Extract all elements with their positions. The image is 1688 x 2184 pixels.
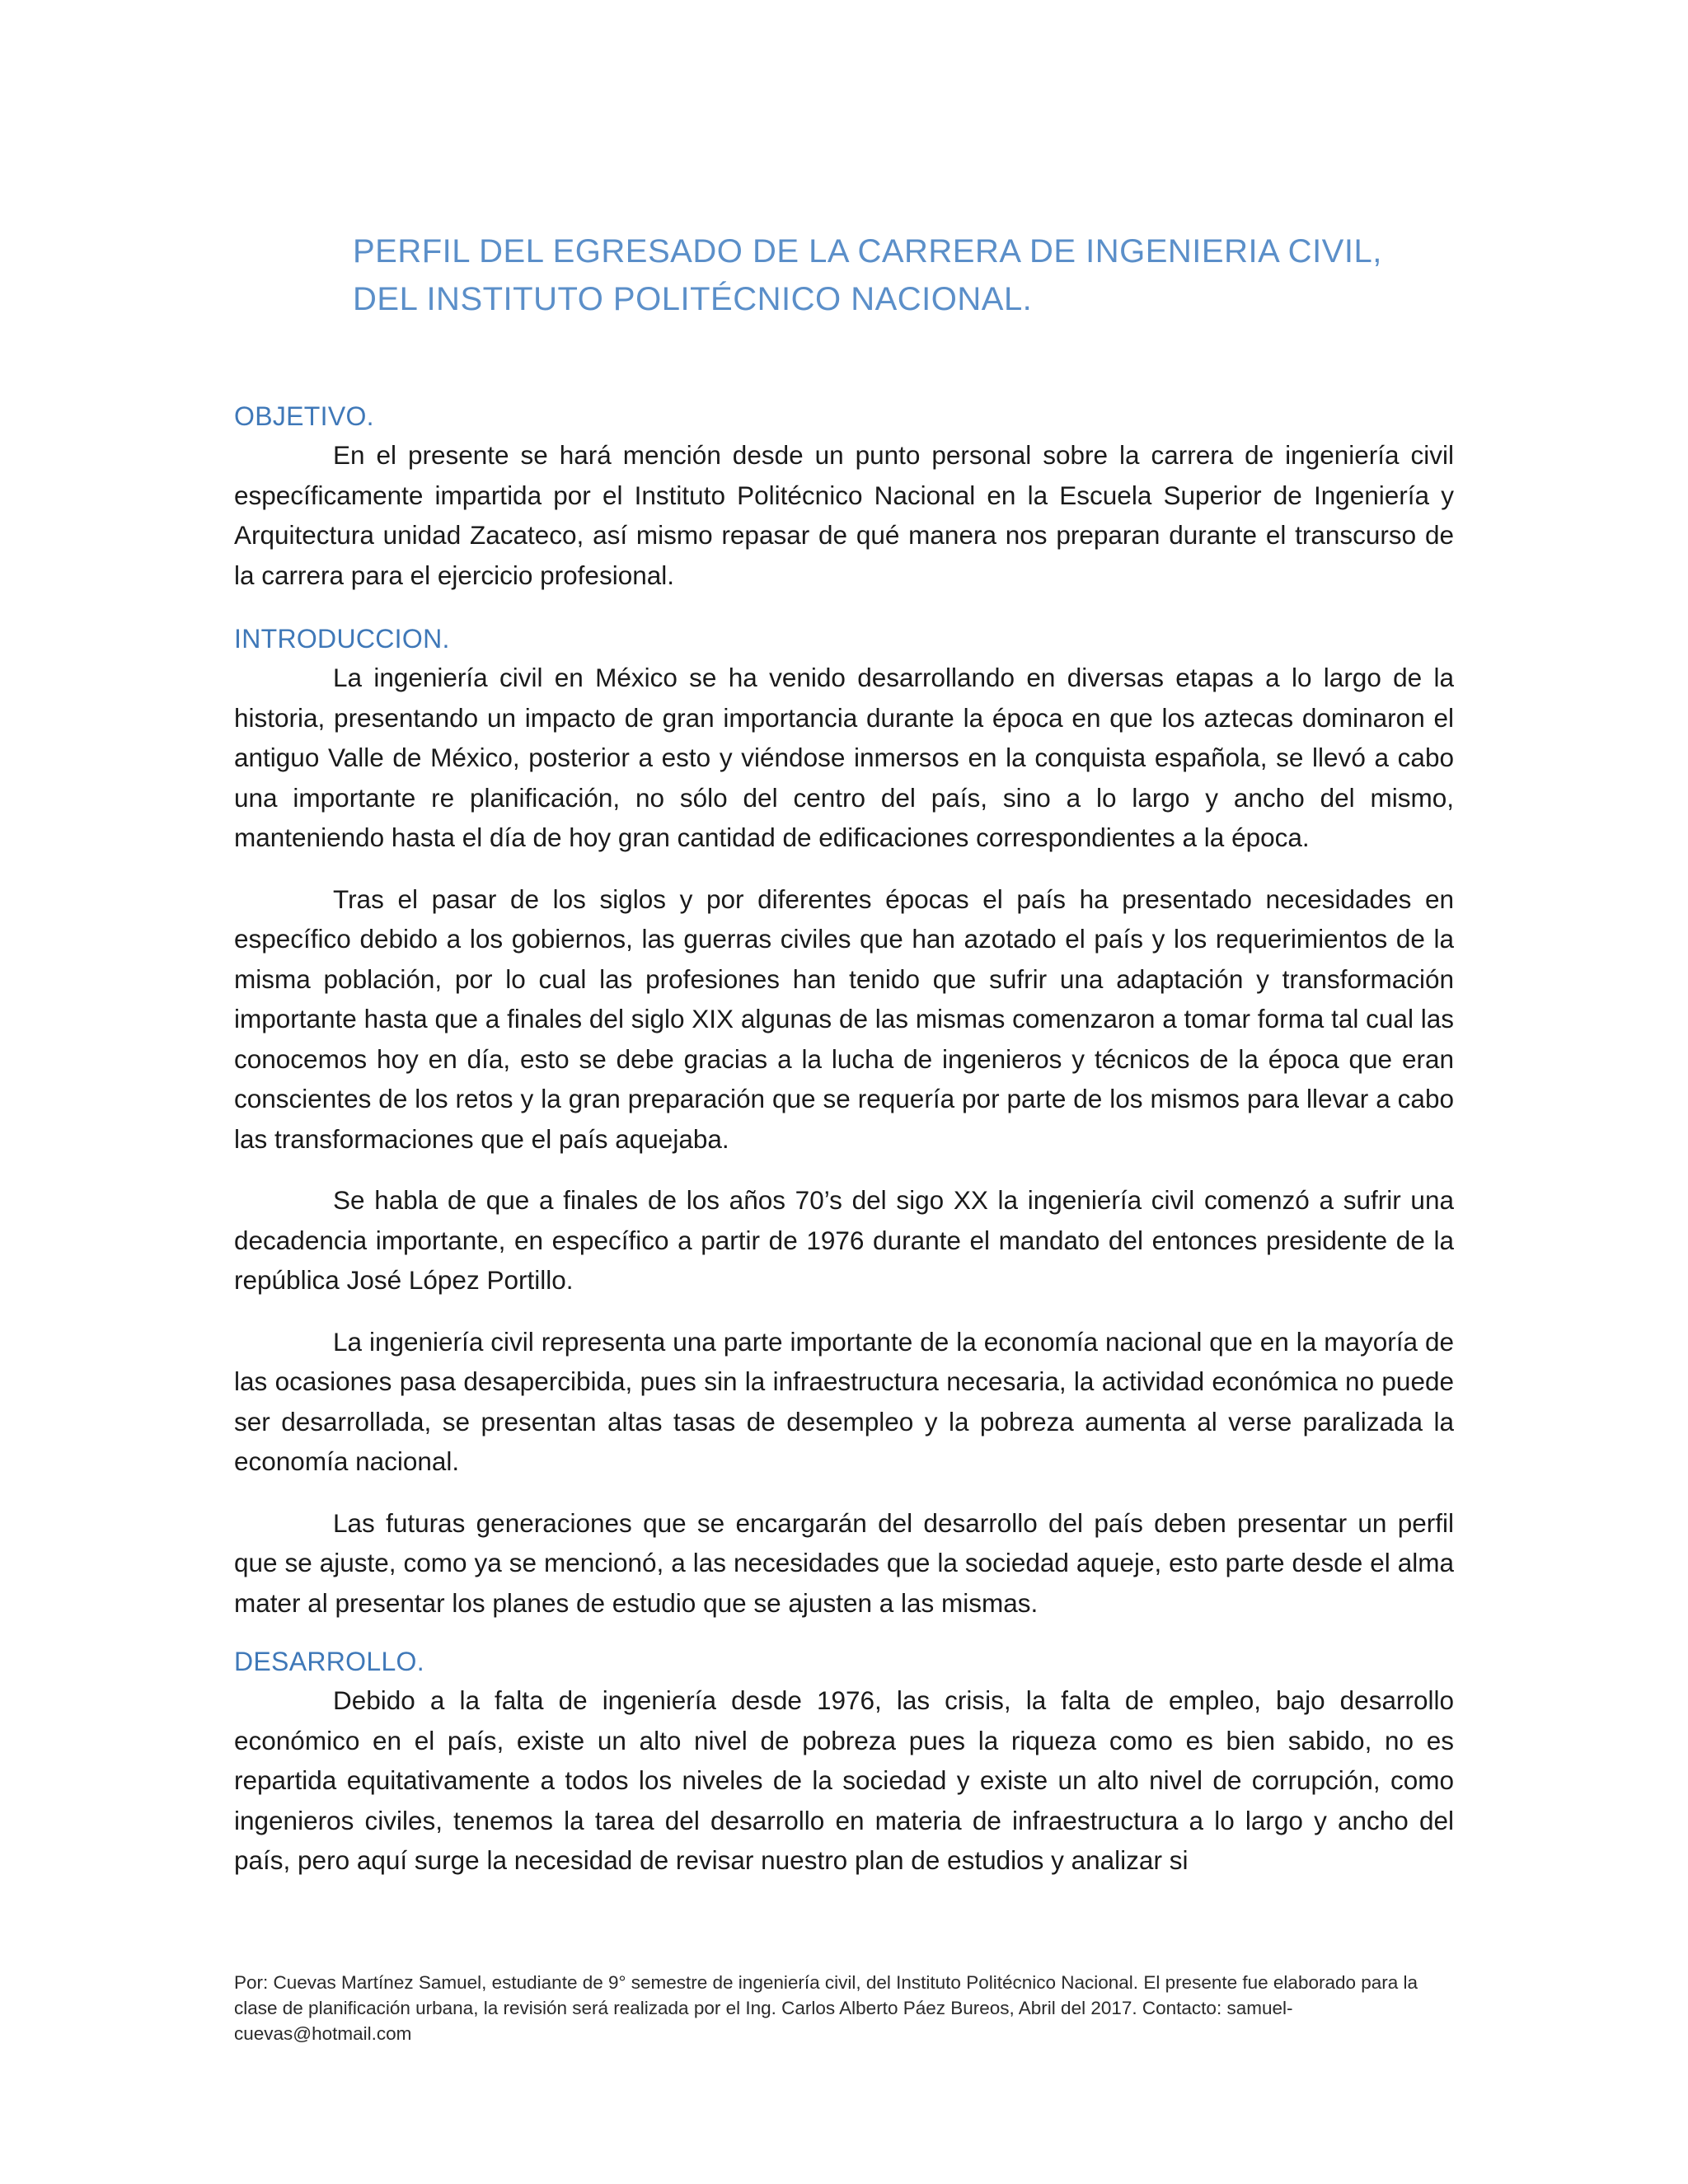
paragraph: Se habla de que a finales de los años 70’s del sigo XX la ingeniería civil comenzó a sufrir una decadencia importante, en específico a partir de 1976 durante el mandato del entonces presidente de la república José López Portillo. xyxy=(234,1185,1454,1295)
footnote: Por: Cuevas Martínez Samuel, estudiante de 9° semestre de ingeniería civil, del Instituto Politécnico Nacional. El presente fue elaborado para la clase de planificación urbana, la revisión será realizada por el Ing. Carlos Alberto Páez Bureos, Abril del 2017. Contacto: samuel-cuevas@hotmail.com xyxy=(234,1972,1418,2044)
title-line-2: DEL INSTITUTO POLITÉCNICO NACIONAL. xyxy=(353,281,1033,317)
document-body xyxy=(234,397,1454,1881)
section-heading-objetivo: OBJETIVO. xyxy=(234,401,374,431)
title-line-1: PERFIL DEL EGRESADO DE LA CARRERA DE INGENIERIA CIVIL, xyxy=(353,233,1382,269)
section-heading-desarrollo: DESARROLLO. xyxy=(234,1647,424,1676)
paragraph: Las futuras generaciones que se encargarán del desarrollo del país deben presentar un perfil que se ajuste, como ya se mencionó, a las necesidades que la sociedad aqueje, esto parte desde el alma mater al presentar los planes de estudio que se ajusten a las mismas. xyxy=(234,1507,1454,1618)
section-heading-introduccion: INTRODUCCION. xyxy=(234,624,450,654)
document-title xyxy=(353,227,1507,323)
section-desarrollo xyxy=(234,1643,1454,1881)
paragraph: En el presente se hará mención desde un punto personal sobre la carrera de ingeniería civil específicamente impartida por el Instituto Politécnico Nacional en la Escuela Superior de Ingeniería y Arquitectura unidad Zacateco, así mismo repasar de qué manera nos preparan durante el transcurso de la carrera para el ejercicio profesional. xyxy=(234,440,1454,590)
paragraph: La ingeniería civil en México se ha venido desarrollando en diversas etapas a lo largo de la historia, presentando un impacto de gran importancia durante la época en que los aztecas dominaron el antiguo Valle de México, posterior a esto y viéndose inmersos en la conquista española, se llevó a cabo una importante re planificación, no sólo del centro del país, sino a lo largo y ancho del mismo, manteniendo hasta el día de hoy gran cantidad de edificaciones correspondientes a la época. xyxy=(234,663,1454,852)
paragraph: Debido a la falta de ingeniería desde 1976, las crisis, la falta de empleo, bajo desarrollo económico en el país, existe un alto nivel de pobreza pues la riqueza como es bien sabido, no es repartida equitativamente a todos los niveles de la sociedad y existe un alto nivel de corrupción, como ingenieros civiles, tenemos la tarea del desarrollo en materia de infraestructura a lo largo y ancho del país, pero aquí surge la necesidad de revisar nuestro plan de estudios y analizar si xyxy=(234,1685,1454,1875)
paragraph: Tras el pasar de los siglos y por diferentes épocas el país ha presentado necesidades en específico debido a los gobiernos, las guerras civiles que han azotado el país y los requerimientos de la misma población, por lo cual las profesiones han tenido que sufrir una adaptación y transformación importante hasta que a finales del siglo XIX algunas de las mismas comenzaron a tomar forma tal cual las conocemos hoy en día, esto se debe gracias a la lucha de ingenieros y técnicos de la época que eran conscientes de los retos y la gran preparación que se requería por parte de los mismos para llevar a cabo las transformaciones que el país aquejaba. xyxy=(234,883,1454,1154)
section-introduccion xyxy=(234,620,1454,1623)
section-objetivo xyxy=(234,397,1454,595)
paragraph: La ingeniería civil representa una parte importante de la economía nacional que en la mayoría de las ocasiones pasa desapercibida, pues sin la infraestructura necesaria, la actividad económica no puede ser desarrollada, se presentan altas tasas de desempleo y la pobreza aumenta al verse paralizada la economía nacional. xyxy=(234,1326,1454,1476)
